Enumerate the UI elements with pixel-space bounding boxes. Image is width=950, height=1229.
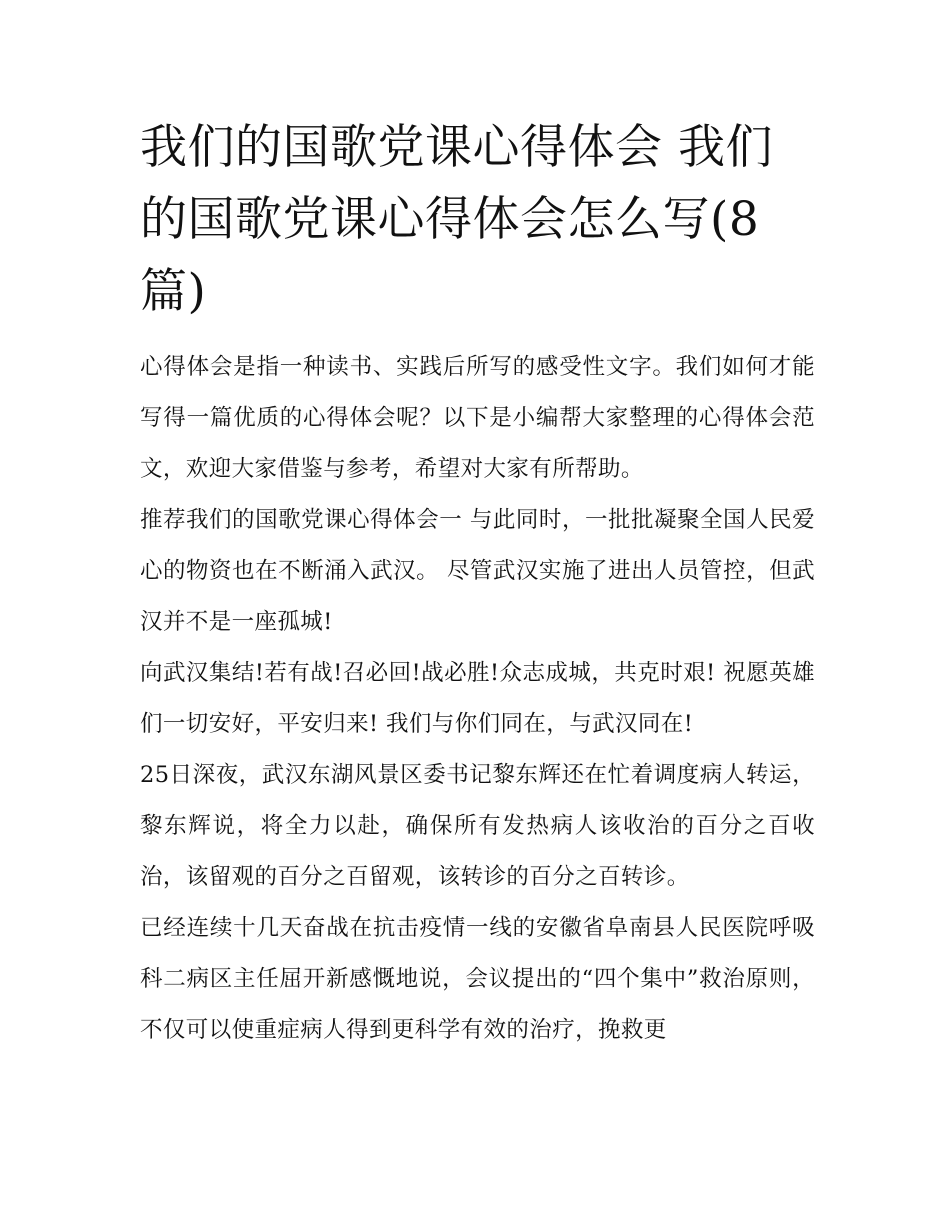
document-title: 我们的国歌党课心得体会 我们的国歌党课心得体会怎么写(8篇) bbox=[140, 120, 773, 319]
paragraph-rally: 向武汉集结!若有战!召必回!战必胜!众志成城，共克时艰! 祝愿英雄们一切安好，平安归来! 我们与你们同在，与武汉同在! bbox=[140, 660, 815, 737]
paragraph-intro: 心得体会是指一种读书、实践后所写的感受性文字。我们如何才能写得一篇优质的心得体会呢？以下是小编帮大家整理的心得体会范文，欢迎大家借鉴与参考，希望对大家有所帮助。 bbox=[140, 354, 815, 482]
paragraph-east-lake: 25日深夜，武汉东湖风景区委书记黎东辉还在忙着调度病人转运，黎东辉说，将全力以赴，确保所有发热病人该收治的百分之百收治，该留观的百分之百留观，该转诊的百分之百转诊。 bbox=[140, 762, 815, 890]
paragraph-funan-hospital: 已经连续十几天奋战在抗击疫情一线的安徽省阜南县人民医院呼吸科二病区主任屈开新感慨地说，会议提出的“四个集中”救治原则，不仅可以使重症病人得到更科学有效的治疗，挽救更 bbox=[140, 915, 815, 1043]
document-body bbox=[140, 112, 815, 1056]
paragraph-recommend-one: 推荐我们的国歌党课心得体会一 与此同时，一批批凝聚全国人民爱心的物资也在不断涌入武汉。 尽管武汉实施了进出人员管控，但武汉并不是一座孤城! bbox=[140, 507, 815, 635]
